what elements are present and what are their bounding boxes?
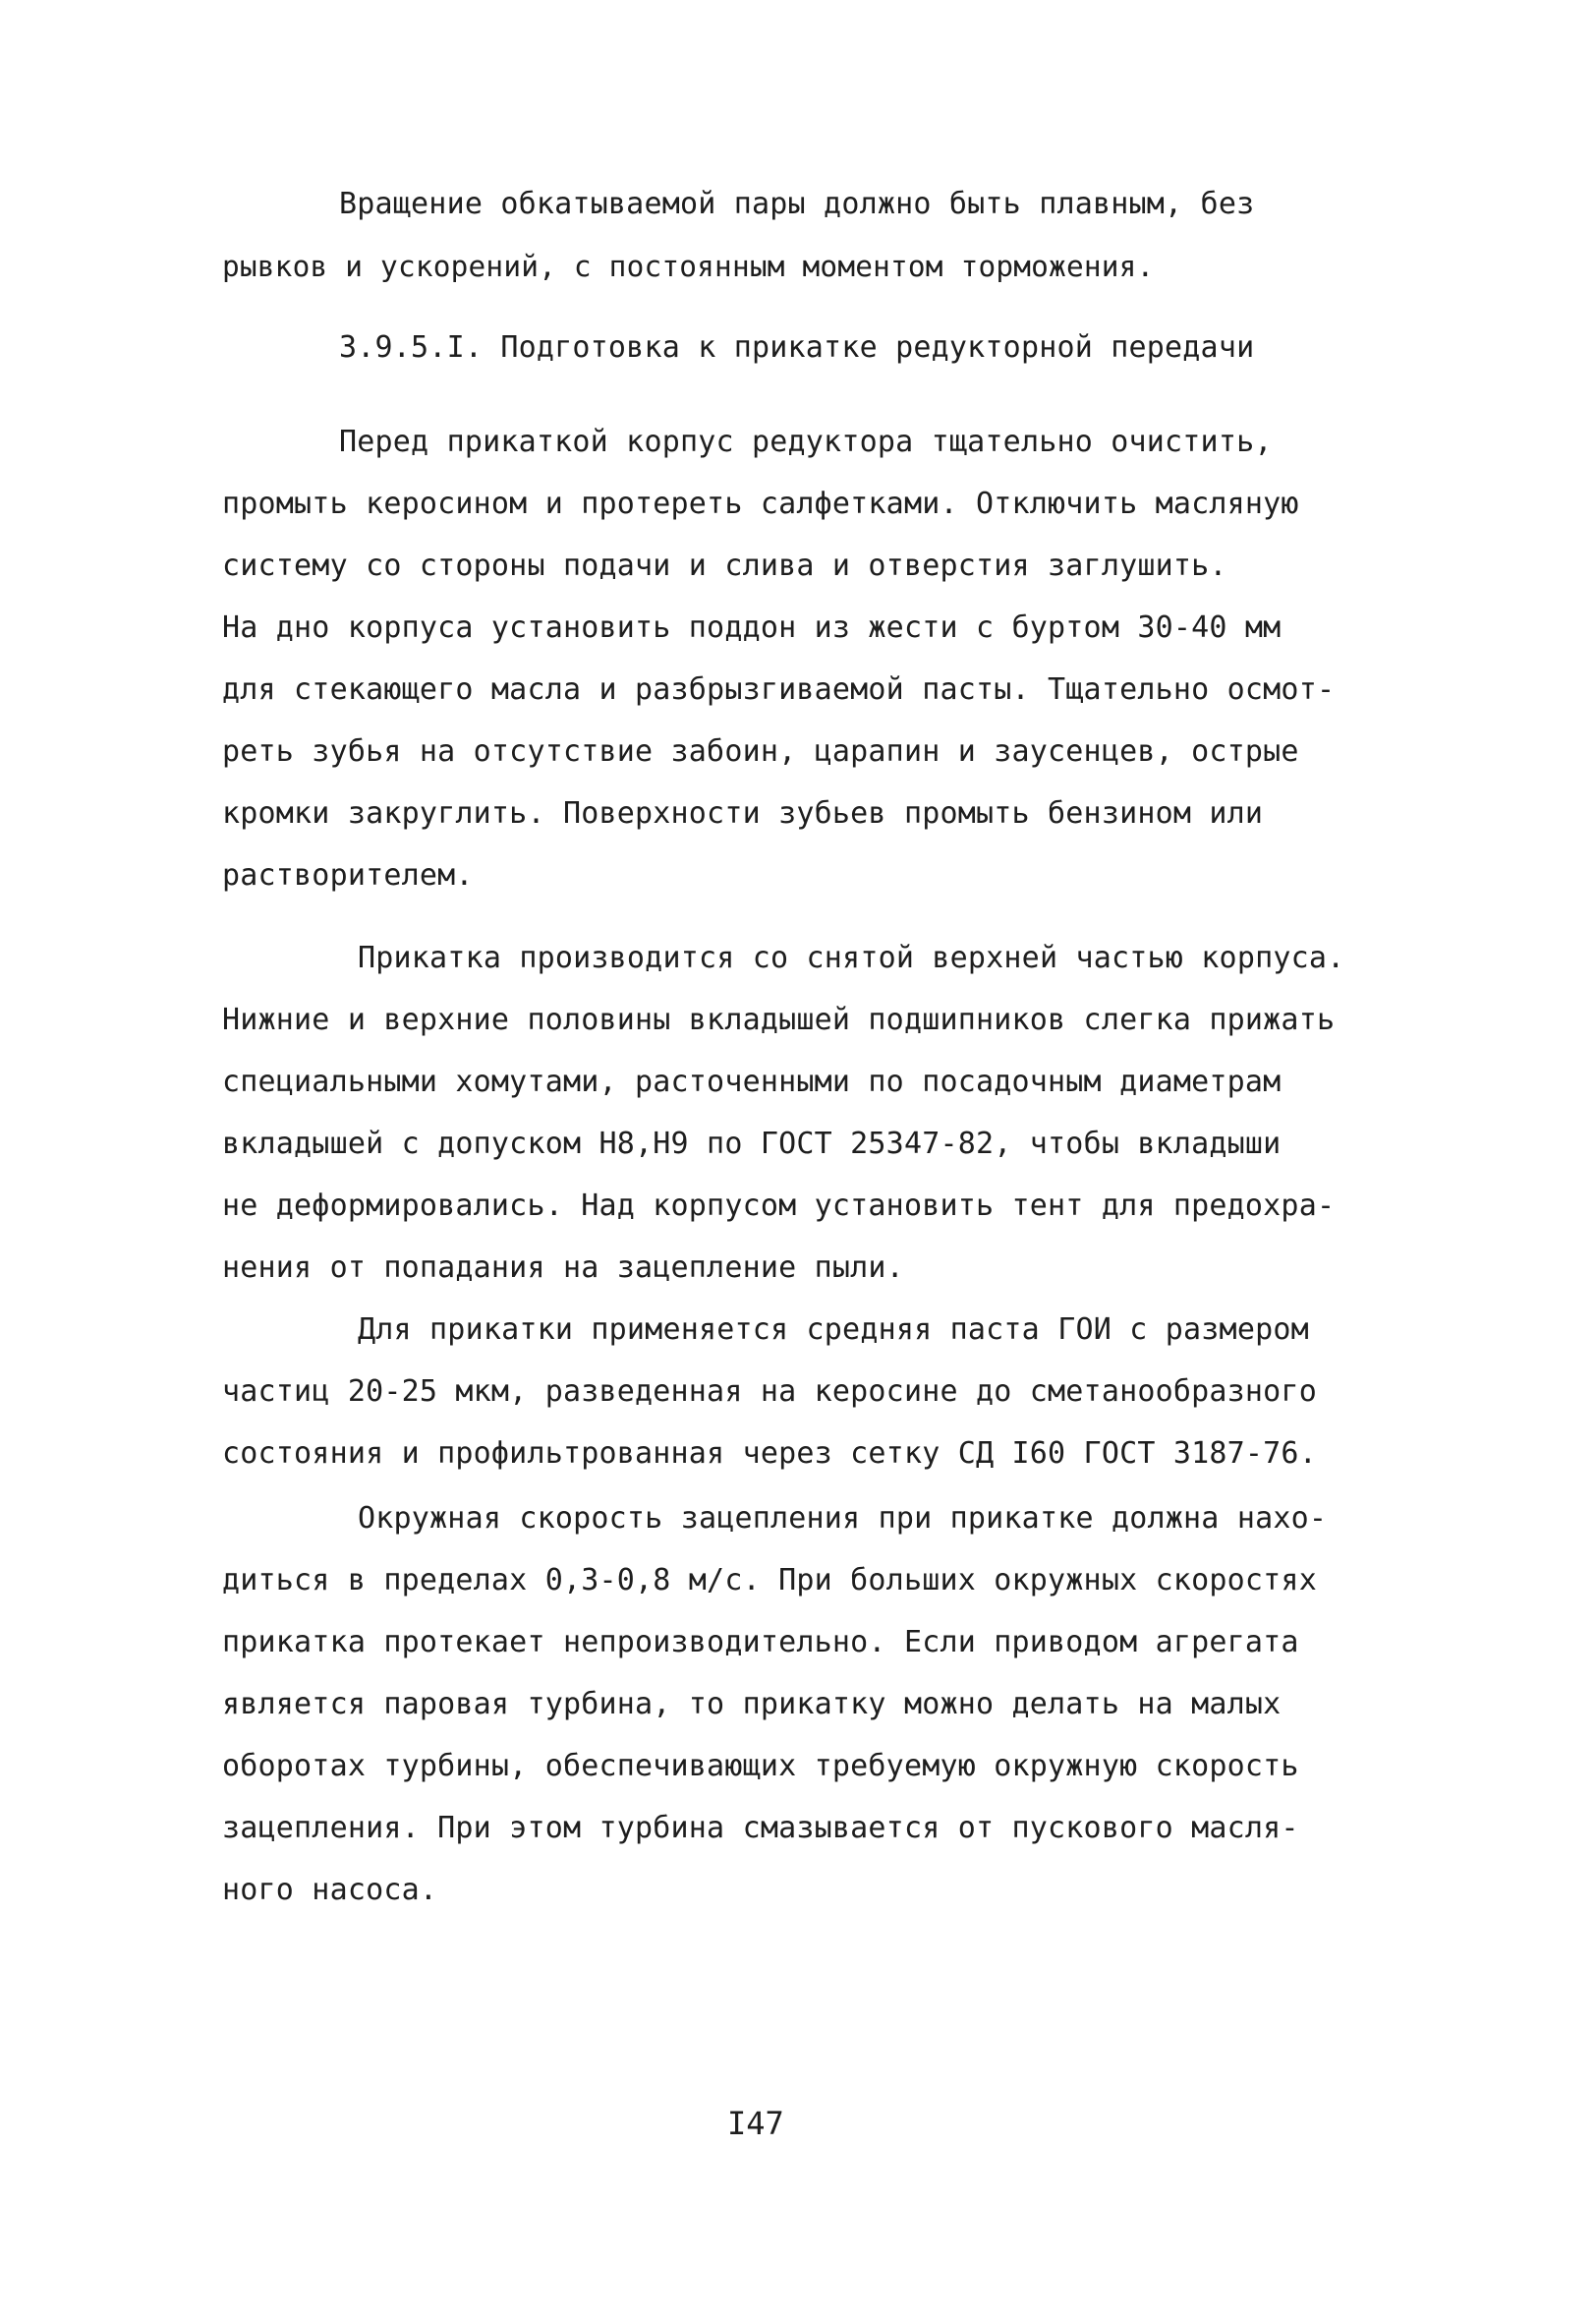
paragraph-5-line-4: является паровая турбина, то прикатку можно делать на малых: [222, 1687, 1282, 1721]
section-heading: 3.9.5.I. Подготовка к прикатке редукторной передачи: [339, 330, 1255, 365]
paragraph-1-line-2: рывков и ускорений, с постоянным моментом торможения.: [222, 250, 1155, 283]
paragraph-5-line-5: оборотах турбины, обеспечивающих требуемую окружную скорость: [222, 1749, 1299, 1783]
paragraph-5-line-6: зацепления. При этом турбина смазывается от пускового масля-: [222, 1811, 1299, 1845]
paragraph-3-line-1: Прикатка производится со снятой верхней частью корпуса.: [358, 941, 1345, 975]
paragraph-2-line-5: для стекающего масла и разбрызгиваемой пасты. Тщательно осмот-: [222, 672, 1336, 707]
paragraph-5-line-7: ного насоса.: [222, 1873, 438, 1907]
paragraph-2-line-6: реть зубья на отсутствие забоин, царапин и заусенцев, острые: [222, 734, 1299, 769]
paragraph-2-line-4: На дно корпуса установить поддон из жести с буртом 30-40 мм: [222, 610, 1282, 645]
paragraph-3-line-2: Нижние и верхние половины вкладышей подшипников слегка прижать: [222, 1003, 1336, 1037]
paragraph-2-line-1: Перед прикаткой корпус редуктора тщательно очистить,: [339, 425, 1273, 459]
paragraph-2-line-2: промыть керосином и протереть салфетками. Отключить масляную: [222, 487, 1299, 521]
paragraph-5-line-3: прикатка протекает непроизводительно. Если приводом агрегата: [222, 1625, 1299, 1659]
paragraph-4-line-1: Для прикатки применяется средняя паста ГОИ с размером: [358, 1312, 1309, 1347]
paragraph-2-line-7: кромки закруглить. Поверхности зубьев промыть бензином или: [222, 796, 1264, 831]
paragraph-3-line-3: специальными хомутами, расточенными по посадочным диаметрам: [222, 1065, 1282, 1099]
paragraph-4-line-3: состояния и профильтрованная через сетку СД I60 ГОСТ 3187-76.: [222, 1436, 1317, 1471]
paragraph-3-line-6: нения от попадания на зацепление пыли.: [222, 1250, 904, 1285]
paragraph-2-line-8: растворителем.: [222, 858, 474, 893]
paragraph-5-line-2: диться в пределах 0,3-0,8 м/с. При больших окружных скоростях: [222, 1563, 1317, 1597]
paragraph-2-line-3: систему со стороны подачи и слива и отверстия заглушить.: [222, 549, 1227, 583]
page-number: I47: [727, 2105, 784, 2142]
paragraph-1-line-1: Вращение обкатываемой пары должно быть плавным, без: [339, 187, 1255, 221]
paragraph-5-line-1: Окружная скорость зацепления при прикатке должна нахо-: [358, 1501, 1328, 1536]
paragraph-3-line-4: вкладышей с допуском Н8,Н9 по ГОСТ 25347-82, чтобы вкладыши: [222, 1127, 1282, 1161]
paragraph-3-line-5: не деформировались. Над корпусом установить тент для предохра-: [222, 1189, 1336, 1223]
paragraph-4-line-2: частиц 20-25 мкм, разведенная на керосине до сметанообразного: [222, 1374, 1317, 1409]
